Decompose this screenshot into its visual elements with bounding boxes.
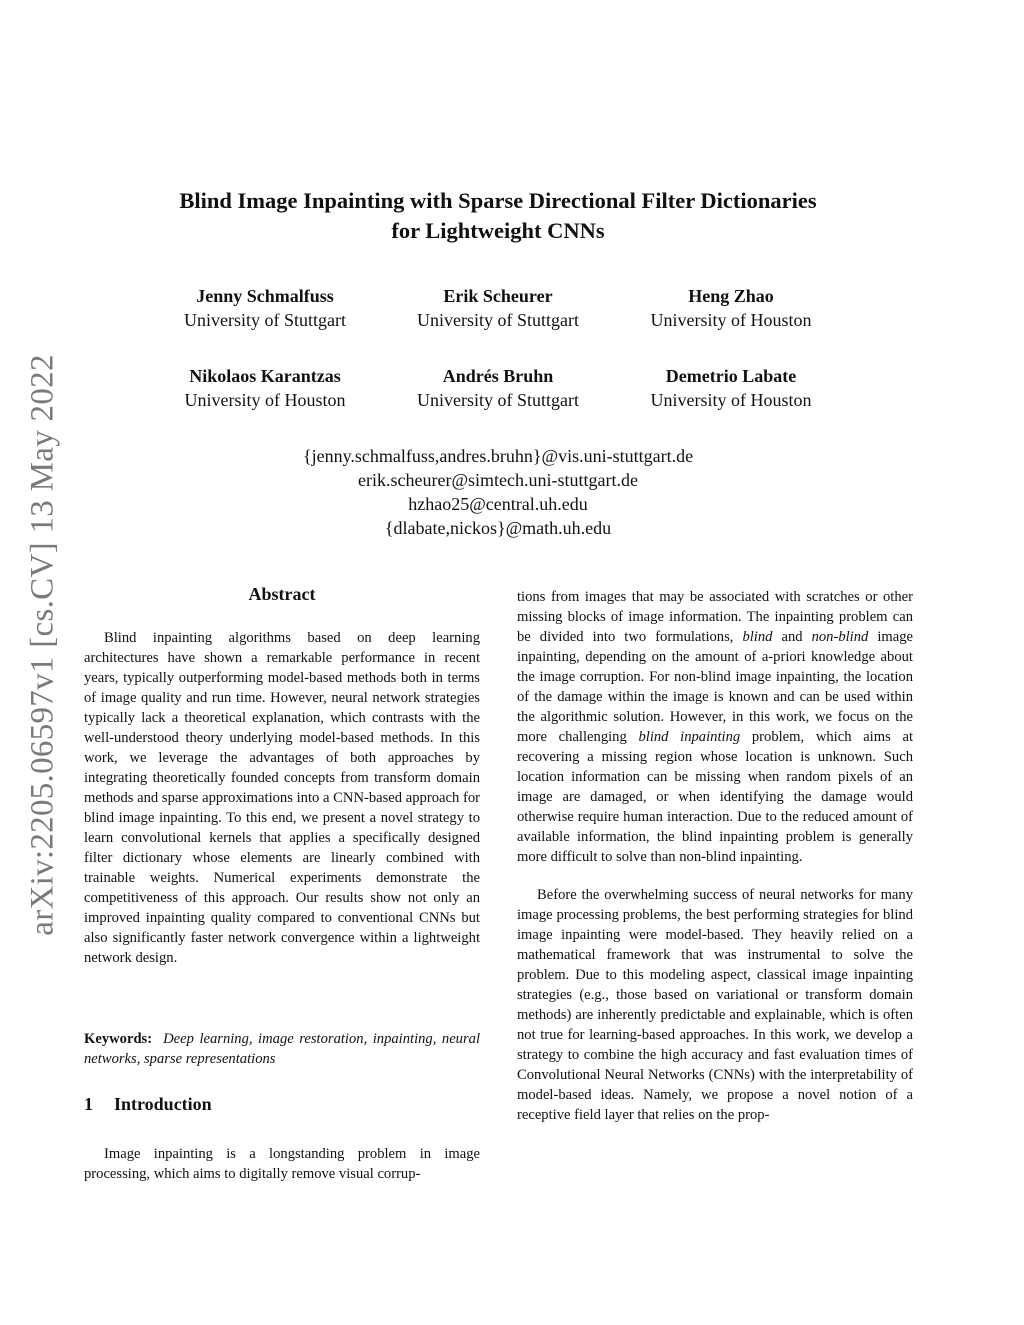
italic-term: blind inpainting <box>638 729 741 745</box>
author-affiliation: University of Stuttgart <box>417 390 579 410</box>
abstract-heading: Abstract <box>248 584 316 604</box>
author-block <box>145 284 385 332</box>
author-name: Heng Zhao <box>688 286 774 306</box>
intro-paragraph-1-continued <box>517 587 913 867</box>
author-affiliation: University of Houston <box>184 390 346 410</box>
title-line-1: Blind Image Inpainting with Sparse Directional Filter Dictionaries <box>179 188 817 213</box>
author-block <box>378 364 618 412</box>
intro-paragraph-2: Before the overwhelming success of neural networks for many image processing problems, the best performing strategies for blind image inpainting were model-based. They heavily relied on a mathematical framework that was instrumental to solve the problem. Due to this modeling aspect, classical image inpainting strategies (e.g., those based on variational or transform domain methods) are inherently predictable and explainable, which is often not true for learning-based approaches. In this work, we develop a strategy to combine the high accuracy and fast evaluation times of Convolutional Neural Networks (CNNs) with the interpretability of model-based ideas. Namely, we propose a novel notion of a receptive field layer that relies on the prop- <box>517 887 913 1123</box>
author-name: Jenny Schmalfuss <box>196 286 334 306</box>
author-affiliation: University of Stuttgart <box>184 310 346 330</box>
author-name: Demetrio Labate <box>665 366 797 386</box>
keywords-label: Keywords: <box>84 1031 153 1047</box>
intro-text: Image inpainting is a longstanding problem in image processing, which aims to digitally remove visual corrup- <box>84 1146 480 1182</box>
abstract-text: Blind inpainting algorithms based on deep learning architectures have shown a remarkable performance in recent years, typically outperforming model-based methods both in terms of image quality and run time. However, neural network strategies typically lack a theoretical explanation, which contrasts with the well-understood theory underlying model-based methods. In this work, we leverage the advantages of both approaches by integrating theoretically founded concepts from transform domain methods and sparse approximations into a CNN-based approach for blind image inpainting. To this end, we present a novel strategy to learn convolutional kernels that applies a specifically designed filter dictionary whose elements are linearly combined with trainable weights. Numerical experiments demonstrate the competitiveness of this approach. Our results show not only an improved inpainting quality compared to conventional CNNs but also significantly faster network convergence within a lightweight network design. <box>84 630 480 966</box>
author-name: Erik Scheurer <box>443 286 553 306</box>
intro-paragraph-left <box>84 1144 480 1184</box>
author-name: Andrés Bruhn <box>442 366 554 386</box>
arxiv-identifier: arXiv:2205.06597v1 [cs.CV] 13 May 2022 <box>24 354 61 936</box>
right-column <box>517 587 913 1125</box>
keywords <box>84 1029 480 1069</box>
email-line: {jenny.schmalfuss,andres.bruhn}@vis.uni-stuttgart.de <box>302 446 694 466</box>
author-affiliation: University of Stuttgart <box>417 310 579 330</box>
author-affiliation: University of Houston <box>650 310 812 330</box>
author-block <box>378 284 618 332</box>
email-line: hzhao25@central.uh.edu <box>408 494 588 514</box>
email-list <box>200 444 796 540</box>
author-block <box>611 284 851 332</box>
title-line-2: for Lightweight CNNs <box>391 218 605 243</box>
author-affiliation: University of Houston <box>650 390 812 410</box>
section-heading <box>84 1094 212 1115</box>
italic-term: non-blind <box>811 629 869 645</box>
section-number: 1 <box>84 1094 93 1114</box>
keywords-text: Deep learning, image restoration, inpainting, neural networks, sparse representations <box>84 1031 480 1067</box>
author-block <box>145 364 385 412</box>
section-title: Introduction <box>114 1094 212 1114</box>
abstract-body <box>84 628 480 968</box>
email-line: {dlabate,nickos}@math.uh.edu <box>384 518 612 538</box>
text-run: image inpainting, depending on the amount of a-priori knowledge about the image corruption. For non-blind image inpainting, the location of the damage within the image is known and can be used within the algorithmic solution. However, in this work, we focus on the more challenging <box>517 629 913 745</box>
text-run: tions from images that may be associated with scratches or other missing blocks of image information. The inpainting problem can be divided into two formulations, <box>517 589 913 645</box>
text-run: problem, which aims at recovering a missing region whose location is unknown. Such location information can be missing when random pixels of an image are damaged, or when identifying the damage would otherwise require human interaction. Due to the reduced amount of available information, the blind inpainting problem is generally more difficult to solve than non-blind inpainting. <box>517 729 913 865</box>
author-name: Nikolaos Karantzas <box>189 366 341 386</box>
italic-term: blind <box>742 629 773 645</box>
email-line: erik.scheurer@simtech.uni-stuttgart.de <box>358 470 638 490</box>
paper-title <box>120 186 876 246</box>
text-run: and <box>772 629 812 645</box>
arxiv-sidebar <box>18 340 68 950</box>
author-block <box>611 364 851 412</box>
